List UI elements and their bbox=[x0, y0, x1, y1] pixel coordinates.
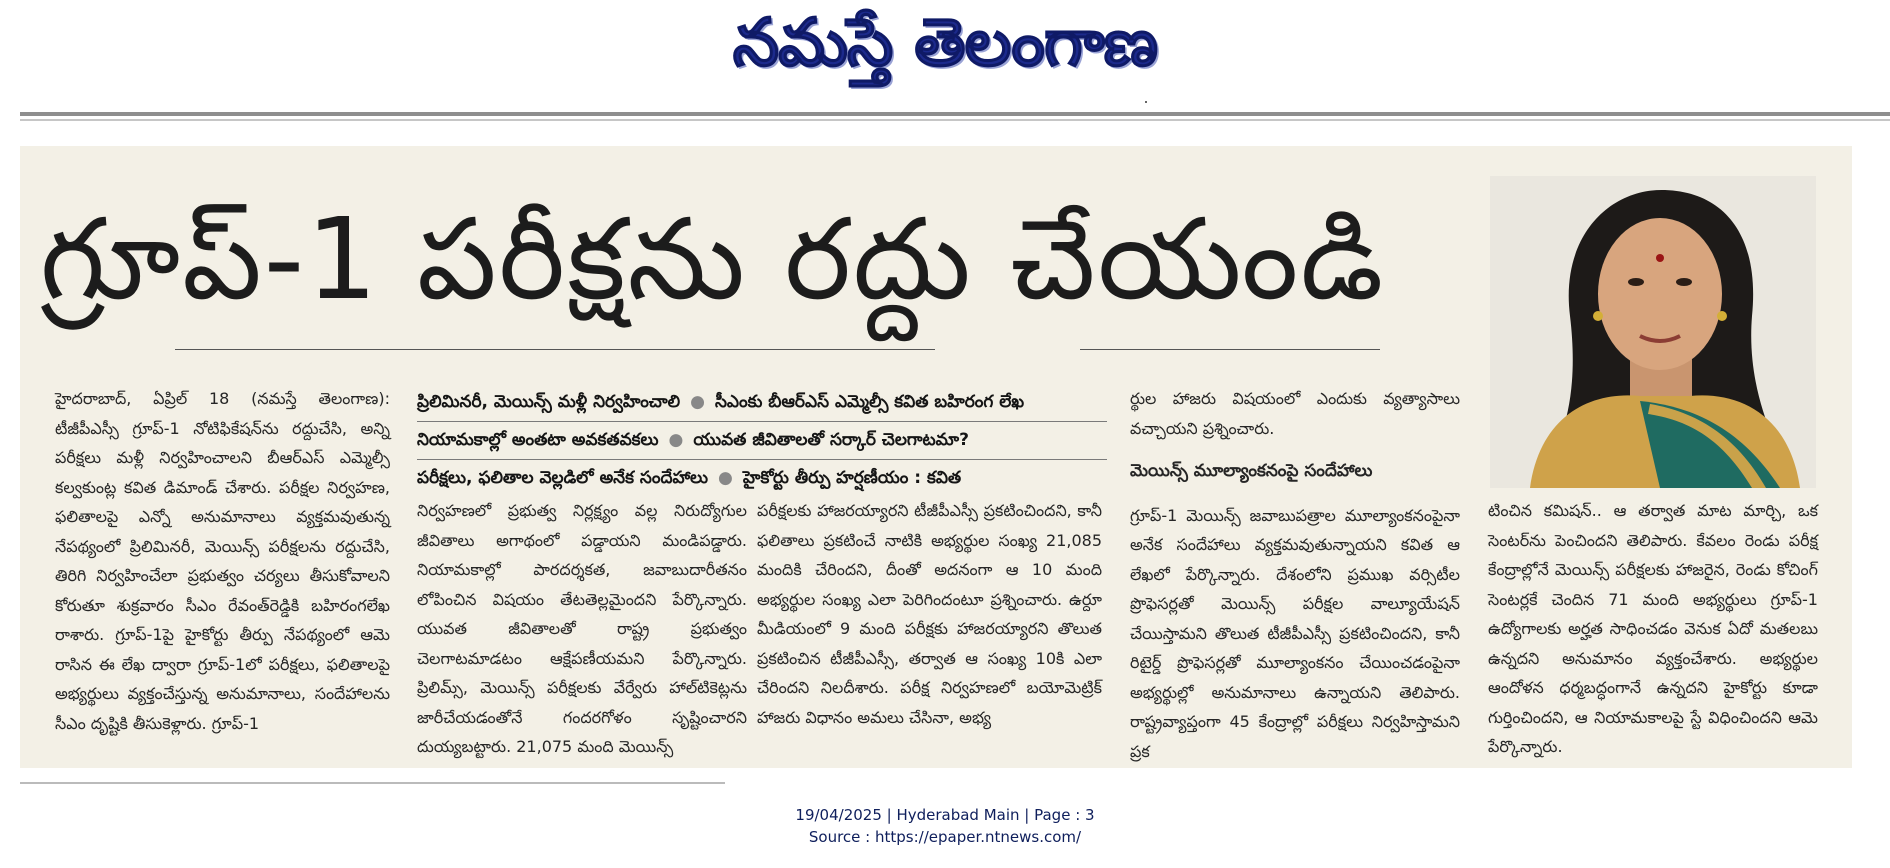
article-column-4 bbox=[1130, 384, 1460, 761]
deck-text: ప్రిలిమినరీ, మెయిన్స్ మళ్లీ నిర్వహించాలి bbox=[417, 392, 681, 412]
bullet-icon: ● bbox=[668, 430, 684, 450]
article-column-1 bbox=[55, 384, 390, 744]
deck-text: సీఎంకు బీఆర్ఎస్ ఎమ్మెల్సీ కవిత బహిరంగ లేఖ bbox=[714, 392, 1025, 412]
article-text: పరీక్షలకు హాజరయ్యారని టీజీపీఎస్సీ ప్రకటించిందని, కానీ ఫలితాలు ప్రకటించే నాటికి అభ్యర్థుల సంఖ్య 21,085 మందికి చేరిందని, దీంతో అదనంగా ఆ 10 మంది అభ్యర్థుల సంఖ్య ఎలా పెరిగిందంటూ ప్రశ్నించారు. ఉర్దూ మీడియంలో 9 మంది పరీక్షకు హాజరయ్యారని తొలుత ప్రకటించిన టీజీపీఎస్సీ, తర్వాత ఆ సంఖ్య 10కి ఎలా చేరిందని నిలదీశారు. పరీక్ష నిర్వహణలో బయోమెట్రిక్ హాజరు విధానం అమలు చేసినా, అభ్య bbox=[757, 501, 1102, 727]
deck-line bbox=[417, 384, 1107, 422]
article-text: టించిన కమిషన్.. ఆ తర్వాత మాట మార్చి, ఒక సెంటర్‌ను పెంచిందని తెలిపారు. కేవలం రెండు పరీక్ష కేంద్రాల్లోనే మెయిన్స్ పరీక్షలకు హాజరైన, రెండు కోచింగ్ సెంటర్లకే చెందిన 71 మంది అభ్యర్థులు గ్రూప్-1 ఉద్యోగాలకు అర్హత సాధించడం వెనుక ఏదో మతలబు ఉన్నదని అనుమానం వ్యక్తంచేశారు. అభ్యర్థుల ఆందోళన ధర్మబద్ధంగానే ఉన్నదని హైకోర్టు కూడా గుర్తించిందని, ఆ నియామకాలపై స్టే విధించిందని ఆమె పేర్కొన్నారు. bbox=[1488, 501, 1818, 756]
headline: గ్రూప్-1 పరీక్షను రద్దు చేయండి bbox=[40, 195, 1386, 325]
deck-text: హైకోర్టు తీర్పు హర్షణీయం : కవిత bbox=[742, 468, 962, 488]
deck-line bbox=[417, 460, 1107, 497]
masthead bbox=[0, 0, 1890, 96]
divider-dot bbox=[1145, 101, 1147, 103]
article-text: ర్థుల హాజరు విషయంలో ఎందుకు వ్యత్యాసాలు వచ్చాయని ప్రశ్నించారు. bbox=[1130, 389, 1460, 438]
edition-info: 19/04/2025 | Hyderabad Main | Page : 3 bbox=[795, 806, 1095, 824]
masthead-rule-thin bbox=[20, 119, 1890, 121]
bullet-icon: ● bbox=[717, 468, 733, 488]
article-text: హైదరాబాద్, ఏప్రిల్ 18 (నమస్తే తెలంగాణ): టీజీపీఎస్సీ గ్రూప్-1 నోటిఫికేషన్‌ను రద్దుచేసి, అన్ని పరీక్షలు మళ్లీ నిర్వహించాలని బీఆర్ఎస్ ఎమ్మెల్సీ కల్వకుంట్ల కవిత డిమాండ్ చేశారు. పరీక్షల నిర్వహణ, ఫలితాలపై ఎన్నో అనుమానాలు వ్యక్తమవుతున్న నేపథ్యంలో ప్రిలిమినరీ, మెయిన్స్ పరీక్షలను రద్దుచేసి, తిరిగి నిర్వహించేలా ప్రభుత్వం చర్యలు తీసుకోవాలని కోరుతూ శుక్రవారం సీఎం రేవంత్‌రెడ్డికి బహిరంగలేఖ రాశారు. గ్రూప్-1పై హైకోర్టు తీర్పు నేపథ్యంలో ఆమె రాసిన ఈ లేఖ ద్వారా గ్రూప్-1లో పరీక్షలు, ఫలితాలపై అభ్యర్థులు వ్యక్తంచేస్తున్న అనుమానాలు, సందేహాలను సీఎం దృష్టికి తీసుకెళ్లారు. గ్రూప్-1 bbox=[55, 389, 390, 733]
section-subheading: మెయిన్స్ మూల్యాంకనంపై సందేహాలు bbox=[1130, 461, 1373, 481]
footer-rule bbox=[20, 782, 725, 784]
deck-text: యువత జీవితాలతో సర్కార్ చెలగాటమా? bbox=[693, 430, 969, 450]
article-text: గ్రూప్-1 మెయిన్స్ జవాబుపత్రాల మూల్యాంకనంపైనా అనేక సందేహాలు వ్యక్తమవుతున్నాయని కవిత ఆ లేఖలో పేర్కొన్నారు. దేశంలోని ప్రముఖ వర్సిటీల ప్రొఫెసర్లతో మెయిన్స్ పరీక్షల వాల్యూయేషన్ చేయిస్తామని తొలుత టీజీపీఎస్సీ ప్రకటించిందని, కానీ రిటైర్డ్ ప్రొఫెసర్లతో మూల్యాంకనం చేయించడంపైనా అభ్యర్థుల్లో అనుమానాలు ఉన్నాయని తెలిపారు. రాష్ట్రవ్యాప్తంగా 45 కేంద్రాల్లో పరీక్షలు నిర్వహిస్తామని ప్రక bbox=[1130, 505, 1460, 761]
portrait-photo bbox=[1490, 176, 1816, 488]
headline-rule-right bbox=[1080, 349, 1380, 350]
article-text: నిర్వహణలో ప్రభుత్వ నిర్లక్ష్యం వల్ల నిరుద్యోగుల జీవితాలు అగాథంలో పడ్డాయని మండిపడ్డారు. నియామకాల్లో పారదర్శకత, జవాబుదారీతనం లోపించిన విషయం తేటతెల్లమైందని పేర్కొన్నారు. యువత జీవితాలతో రాష్ట్ర ప్రభుత్వం చెలగాటమాడటం ఆక్షేపణీయమని పేర్కొన్నారు. ప్రిలిమ్స్, మెయిన్స్ పరీక్షలకు వేర్వేరు హాల్‌టికెట్లను జారీచేయడంతోనే గందరగోళం సృష్టించారని దుయ్యబట్టారు. 21,075 మంది మెయిన్స్ bbox=[417, 501, 747, 756]
article-column-3 bbox=[757, 496, 1102, 746]
deck-text: పరీక్షలు, ఫలితాల వెల్లడిలో అనేక సందేహాలు bbox=[417, 468, 708, 488]
newspaper-logo: నమస్తే తెలంగాణ bbox=[732, 4, 1158, 81]
article-column-5 bbox=[1488, 496, 1818, 756]
headline-rule-left bbox=[175, 349, 935, 350]
source-link[interactable]: Source : https://epaper.ntnews.com/ bbox=[808, 828, 1082, 846]
masthead-rule bbox=[20, 112, 1890, 116]
bullet-icon: ● bbox=[690, 392, 705, 412]
subheadline-decks bbox=[417, 384, 1107, 497]
deck-text: నియామకాల్లో అంతటా అవకతవకలు bbox=[417, 430, 659, 450]
deck-line bbox=[417, 422, 1107, 460]
article-column-2 bbox=[417, 496, 747, 756]
